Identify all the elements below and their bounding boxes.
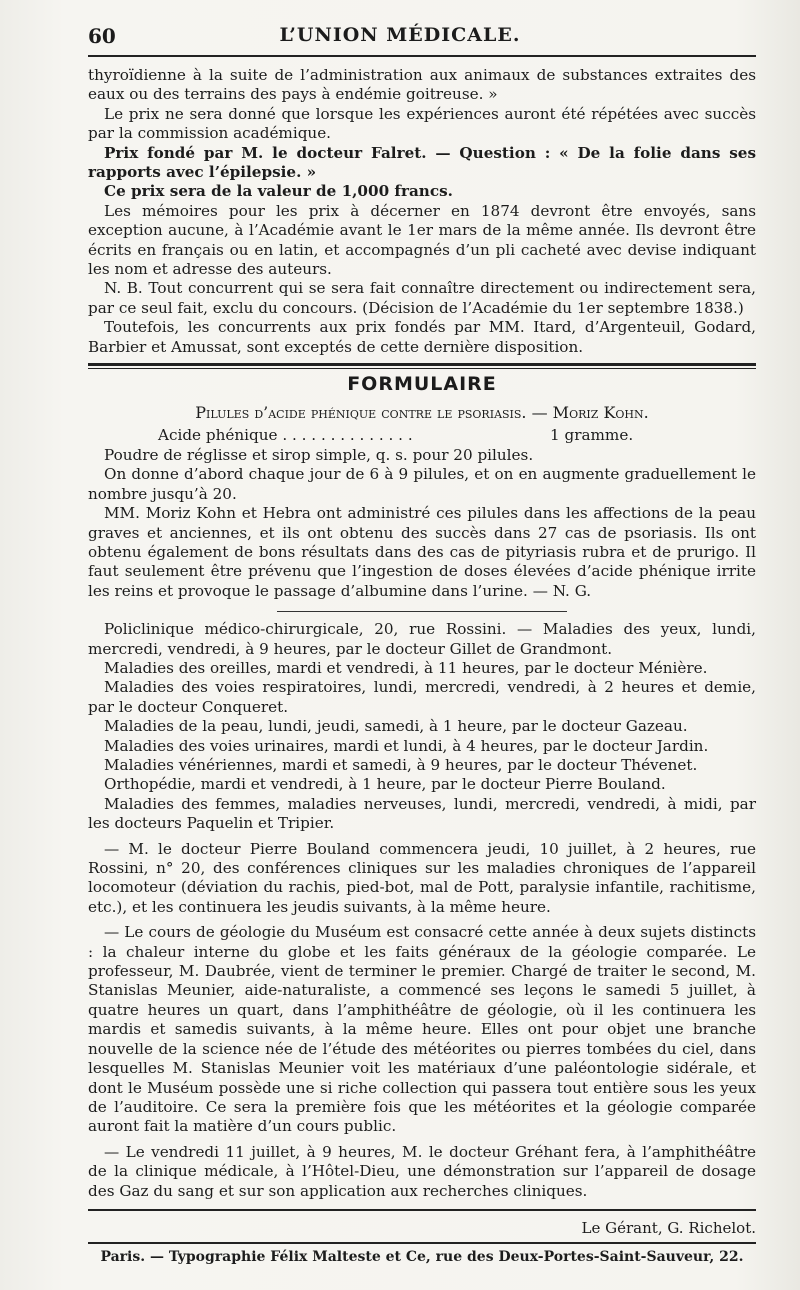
news-paragraph: — Le cours de géologie du Muséum est consacré cette année à deux sujets distincts : la chaleur interne du globe et les faits généraux de la géologie comparée. Le professeur, M. Daubrée, vient de terminer le premier. Chargé de traiter le second, M. Stanislas Meunier, aide-naturaliste, a commencé ses leçons le samedi 5 juillet, à quatre heures un quart, dans l’amphithéâtre de géologie, où il les continuera les mardis et samedis suivants, à la même heure. Elles ont pour objet une branche nouvelle de la science née de l’étude des météorites ou pierres tombées du ciel, dans lesquelles M. Stanislas Meunier voit les matériaux d’une paléontologie sidérale, et dont le Muséum possède une si riche collection qui passera tout entière sous les yeux de l’auditoire. Ce sera la première fois que les météorites et la géologie comparée auront fait la matière d’un cours public. — [88, 923, 756, 1136]
short-divider — [277, 611, 567, 612]
printer-imprint: Paris. — Typographie Félix Malteste et Ce, rue des Deux-Portes-Saint-Sauveur, 22. — [100, 1249, 744, 1266]
header-rule — [88, 55, 756, 57]
section-divider — [88, 363, 756, 369]
policlinique-line: Maladies vénériennes, mardi et samedi, à 9 heures, par le docteur Thévenet. — [104, 756, 698, 774]
news-paragraph: — M. le docteur Pierre Bouland commencera jeudi, 10 juillet, à 2 heures, rue Rossini, n° 20, des conférences cliniques sur les maladies chroniques de l’appareil locomoteur (déviation du rachis, pied-bot, mal de Pott, paralysie infantile, rachitisme, etc.), et les continuera les jeudis suivants, à la même heure. — [88, 839, 756, 916]
policlinique-line: Maladies des oreilles, mardi et vendredi, à 11 heures, par le docteur Ménière. — [104, 658, 708, 677]
prize-paragraph: Toutefois, les concurrents aux prix fondés par MM. Itard, d’Argenteuil, Godard, Barbier et Amussat, sont exceptés de cette dernière disposition. — [88, 318, 756, 356]
policlinique-line: Orthopédie, mardi et vendredi, à 1 heure, par le docteur Pierre Bouland. — [104, 775, 666, 794]
prize-paragraph: Le prix ne sera donné que lorsque les expériences auront été répétées avec succès par la commission académique. — [88, 104, 756, 143]
formulaire-heading: FORMULAIRE — [347, 373, 497, 396]
formula-line: MM. Moriz Kohn et Hebra ont administré ces pilules dans les affections de la peau graves et anciennes, et ils ont obtenu des succès dans 27 cas de psoriasis. Ils ont obtenu également de bons résultats dans des cas de pityriasis rubra et de prurigo. Il faut seulement être prévenu que l’ingestion de doses élevées d’acide phénique irrite les reins et provoque le passage d’albumine dans l’urine. — N. G. — [88, 504, 756, 600]
bottom-rule — [88, 1209, 756, 1211]
journal-title: L’UNION MÉDICALE. — [279, 24, 521, 46]
ingredient-line — [158, 426, 756, 446]
remedy-title: Pilules d’acide phénique contre le psoriasis. — Moriz Kohn. — [195, 402, 649, 422]
prize-paragraph: Prix fondé par M. le docteur Falret. — Question : « De la folie dans ses rapports avec l’épilepsie. » — [88, 143, 756, 182]
prize-paragraph: Ce prix sera de la valeur de 1,000 francs. — [104, 182, 453, 201]
policlinique-line: Maladies de la peau, lundi, jeudi, samedi, à 1 heure, par le docteur Gazeau. — [104, 717, 688, 736]
running-head — [0, 22, 800, 52]
policlinique-line: Policlinique médico-chirurgicale, 20, rue Rossini. — Maladies des yeux, lundi, mercredi, vendredi, à 9 heures, par le docteur Gillet de Grandmont. — [88, 620, 756, 658]
policlinique-line: Maladies des voies urinaires, mardi et lundi, à 4 heures, par le docteur Jardin. — [104, 736, 709, 755]
prize-paragraph: Les mémoires pour les prix à décerner en 1874 devront être envoyés, sans exception aucune, à l’Académie avant le 1er mars de la même année. Ils devront être écrits en français ou en latin, et accompagnés d’un pli cacheté avec devise indiquant les nom et adresse des auteurs. — [88, 201, 756, 279]
gerant-signature: Le Gérant, G. Richelot. — [581, 1218, 756, 1237]
formula-line: Poudre de réglisse et sirop simple, q. s. pour 20 pilules. — [104, 445, 534, 464]
page-number: 60 — [88, 24, 116, 48]
prize-paragraph: thyroïdienne à la suite de l’administration aux animaux de substances extraites des eaux ou des terrains des pays à endémie goitreuse. » — [88, 66, 756, 104]
ingredient-quantity: 1 gramme. — [550, 425, 634, 444]
ingredient-name: Acide phénique . . . . . . . . . . . . . . — [158, 425, 413, 444]
formula-line: On donne d’abord chaque jour de 6 à 9 pilules, et on en augmente graduellement le nombre jusqu’à 20. — [88, 465, 756, 503]
page-content — [88, 66, 756, 1268]
footer-rule — [88, 1242, 756, 1244]
news-paragraph: — Le vendredi 11 juillet, à 9 heures, M. le docteur Gréhant fera, à l’amphithéâtre de la clinique médicale, à l’Hôtel-Dieu, une démonstration sur l’appareil de dosage des Gaz du sang et sur son application aux recherches cliniques. — [88, 1142, 756, 1200]
policlinique-line: Maladies des femmes, maladies nerveuses, lundi, mercredi, vendredi, à midi, par les docteurs Paquelin et Tripier. — [88, 794, 756, 833]
prize-paragraph: N. B. Tout concurrent qui se sera fait connaître directement ou indirectement sera, par ce seul fait, exclu du concours. (Décision de l’Académie du 1er septembre 1838.) — [88, 279, 756, 317]
policlinique-line: Maladies des voies respiratoires, lundi, mercredi, vendredi, à 2 heures et demie, par le docteur Conqueret. — [88, 678, 756, 716]
